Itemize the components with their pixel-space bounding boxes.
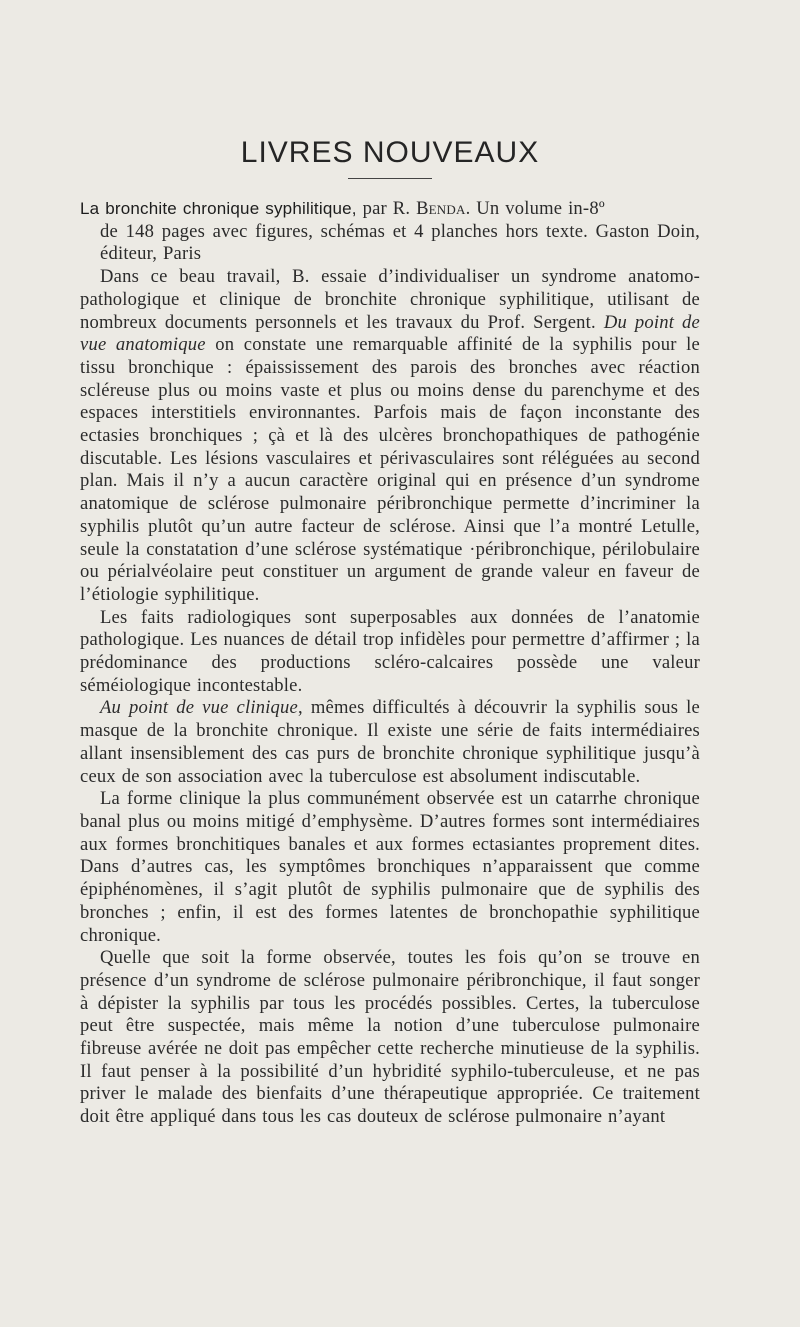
paragraph-1-text-a: Dans ce beau travail, B. essaie d’individualiser un syndrome anatomo-pathologique et clinique de bronchite chronique syphilitique, utilisant de nombreux documents personnels et les travaux du Prof. Sergent. bbox=[80, 266, 700, 333]
biblio-by: par R. bbox=[356, 198, 417, 219]
section-heading: LIVRES NOUVEAUX bbox=[240, 136, 540, 169]
book-author: Benda bbox=[416, 198, 466, 219]
paragraph-3-text: , mêmes difficultés à découvrir la syphilis sous le masque de la bronchite chronique. Il existe une série de faits intermédiaires allant insensiblement des cas purs de bronchite chronique syphilitique jusqu’à ceux de son association avec la tuberculose est absolument indiscutable. bbox=[80, 697, 700, 787]
paragraph-5: Quelle que soit la forme observée, toutes les fois qu’on se trouve en présence d’un syndrome de sclérose pulmonaire péribronchique, il faut songer à dépister la syphilis par tous les procédés possibles. Certes, la tuberculose peut être suspectée, mais même la notion d’une tuberculose pulmonaire fibreuse avérée ne doit pas empêcher cette recherche minutieuse de la syphilis. Il faut penser à la possibilité d’un hybridité syphilo-tuberculeuse, et ne pas priver le malade des bienfaits d’une thérapeutique appropriée. Ce traitement doit être appliqué dans tous les cas douteux de sclérose pulmonaire n’ayant bbox=[80, 947, 700, 1128]
paragraph-1-emphasis: Du point de vue anatomique bbox=[80, 311, 700, 356]
book-title: La bronchite chronique syphilitique, bbox=[80, 199, 357, 218]
article-body bbox=[80, 198, 700, 1129]
biblio-details-first: . Un volume in-8º bbox=[465, 198, 605, 219]
paragraph-3-emphasis: Au point de vue clinique bbox=[100, 697, 299, 719]
paragraph-2: Les faits radiologiques sont superposables aux données de l’anatomie pathologique. Les nuances de détail trop infidèles pour permettre d’affirmer ; la prédominance des productions scléro-calcaires possède une valeur séméiologique incontestable. bbox=[80, 606, 700, 696]
paragraph-1-text-b: on constate une remarquable affinité de la syphilis pour le tissu bronchique : épaississement des parois des bronches avec réaction scléreuse plus ou moins vaste et plus ou moins dense du parenchyme et des espaces interstitiels environnantes. Parfois mais de façon inconstante des ectasies bronchiques ; çà et là des ulcères bronchopathiques de pathogénie discutable. Les lésions vasculaires et périvasculaires sont réléguées au second plan. Mais il n’y a aucun caractère original qui en présence d’un syndrome anatomique de sclérose pulmonaire péribronchique permette d’incriminer la syphilis plutôt qu’un autre facteur de sclérose. Ainsi que l’a montré Letulle, seule la constatation d’une sclérose systématique ·péribronchique, périlobulaire ou périalvéolaire peut constituer un argument de grande valeur en faveur de l’étiologie syphilitique. bbox=[80, 334, 701, 605]
paragraph-4: La forme clinique la plus communément observée est un catarrhe chronique banal plus ou moins mitigé d’emphysème. D’autres formes sont intermédiaires aux formes bronchitiques banales et aux formes ectasiantes proprement dites. Dans d’autres cas, les symptômes bronchiques n’apparaissent que comme épiphénomènes, il s’agit plutôt de syphilis pulmonaire que de syphilis des bronches ; enfin, il est des formes latentes de bronchopathie syphilitique chronique. bbox=[80, 788, 700, 946]
bibliographic-entry bbox=[80, 198, 700, 266]
biblio-details: de 148 pages avec figures, schémas et 4 planches hors texte. Gaston Doin, éditeur, Paris bbox=[100, 220, 700, 265]
heading-rule bbox=[348, 178, 432, 179]
paragraph-1 bbox=[80, 266, 700, 607]
paragraph-3 bbox=[80, 697, 700, 788]
